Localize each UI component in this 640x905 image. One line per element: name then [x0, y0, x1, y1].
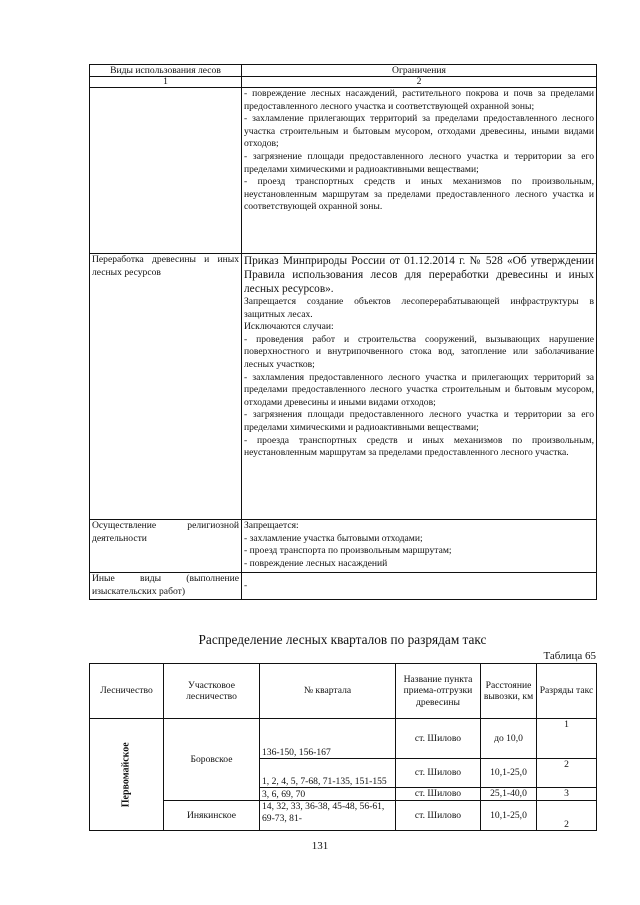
restriction-line: - проезд транспорта по произвольным маршрутам; — [244, 545, 452, 557]
restriction-line: Исключаются случаи: — [244, 321, 334, 333]
rank-cell: 2 — [537, 759, 597, 788]
distance-cell: до 10,0 — [481, 719, 537, 759]
restrictions-cell — [242, 254, 597, 520]
table-row — [90, 520, 597, 573]
point-cell: ст. Шилово — [396, 801, 481, 831]
table-header-row — [90, 65, 597, 77]
point-cell: ст. Шилово — [396, 759, 481, 788]
restrictions-cell: - — [242, 573, 597, 600]
district-cell: Боровское — [164, 719, 260, 801]
column-number-2: 2 — [242, 77, 597, 88]
table-row — [90, 254, 597, 520]
restriction-line: - повреждение лесных насаждений, растительного покрова и почв за пределами предоставленного лесного участка и соответствующей охранной зоны; — [244, 88, 594, 112]
restriction-line: Запрещается: — [244, 520, 299, 531]
restriction-line: - захламление прилегающих территорий за пределами предоставленного лесного участка строительным и бытовым мусором, отходами древесины, иными видами отходов; — [244, 113, 594, 150]
distance-cell: 25,1-40,0 — [481, 788, 537, 801]
header-usage-types: Виды использования лесов — [90, 65, 242, 77]
header-point: Название пункта приема-отгрузки древесины — [396, 664, 481, 719]
forestry-cell — [90, 719, 164, 831]
table-row — [90, 719, 597, 759]
distance-cell: 10,1-25,0 — [481, 759, 537, 788]
usage-type-cell — [90, 88, 242, 254]
restrictions-cell — [242, 520, 597, 573]
forestry-name: Первомайское — [120, 742, 132, 807]
tax-rank-table — [89, 663, 597, 831]
restrictions-table — [89, 64, 597, 600]
rank-cell: 3 — [537, 788, 597, 801]
column-number-1: 1 — [90, 77, 242, 88]
header-forestry: Лесничество — [90, 664, 164, 719]
point-cell: ст. Шилово — [396, 788, 481, 801]
distance-cell: 10,1-25,0 — [481, 801, 537, 831]
restrictions-cell — [242, 88, 597, 254]
table-number-row — [90, 77, 597, 88]
restriction-line: - загрязнение площади предоставленного лесного участка и территории за его пределами химическими и радиоактивными веществами; — [244, 150, 594, 175]
usage-type-cell: Переработка древесины и иных лесных ресурсов — [90, 254, 242, 520]
page-number: 131 — [311, 840, 329, 852]
restriction-line: - загрязнения площади предоставленного лесного участка и территории за его пределами химическими и радиоактивными веществами; — [244, 409, 594, 433]
restriction-line: - проезда транспортных средств и иных механизмов по произвольным, неустановленным маршрутам за пределами предоставленного лесного участка. — [244, 434, 594, 459]
header-rank: Разряды такс — [537, 664, 597, 719]
header-restrictions: Ограничения — [242, 65, 597, 77]
table-caption: Таблица 65 — [543, 650, 596, 662]
rank-cell: 1 — [537, 719, 597, 759]
restriction-line: - захламления предоставленного лесного участка и прилегающих территорий за пределами предоставленного лесного участка строительным и бытовым мусором, отходами древесины и иными видами отходов; — [244, 371, 594, 408]
quarters-cell: 14, 32, 33, 36-38, 45-48, 56-61, 69-73, 81- — [260, 801, 396, 831]
header-quarter: № квартала — [260, 664, 396, 719]
restriction-line: - повреждение лесных насаждений — [244, 557, 388, 569]
quarters-cell: 136-150, 156-167 — [260, 719, 396, 759]
header-distance: Расстояние вывозки, км — [481, 664, 537, 719]
header-district: Участковое лесничество — [164, 664, 260, 719]
usage-type-cell: Осуществление религиозной деятельности — [90, 520, 242, 573]
usage-type-cell: Иные виды (выполнение изыскательских работ) — [90, 573, 242, 600]
table-row — [90, 801, 597, 831]
table-row — [90, 573, 597, 600]
restriction-line: - проведения работ и строительства сооружений, вызывающих нарушение поверхностного и внутрипочвенного стока вод, затопление или заболачивание лесных участков; — [244, 333, 594, 370]
restriction-line: Запрещается создание объектов лесоперерабатывающей инфраструктуры в защитных лесах. — [244, 296, 594, 320]
restriction-line: - проезд транспортных средств и иных механизмов по произвольным, неустановленным маршрутам за пределами предоставленного лесного участка и соответствующей охранной зоны. — [244, 176, 594, 213]
restriction-line: - захламление участка бытовыми отходами; — [244, 532, 423, 544]
quarters-cell: 3, 6, 69, 70 — [260, 788, 396, 801]
district-cell: Инякинское — [164, 801, 260, 831]
table-header-row — [90, 664, 597, 719]
section-heading: Распределение лесных кварталов по разрядам такс — [198, 632, 487, 647]
order-reference: Приказ Минприроды России от 01.12.2014 г. № 528 «Об утверждении Правила использования лесов для переработки древесины и иных лесных ресурсов». — [244, 255, 594, 295]
table-row — [90, 88, 597, 254]
point-cell: ст. Шилово — [396, 719, 481, 759]
quarters-cell: 1, 2, 4, 5, 7-68, 71-135, 151-155 — [260, 759, 396, 788]
rank-cell: 2 — [537, 801, 597, 831]
